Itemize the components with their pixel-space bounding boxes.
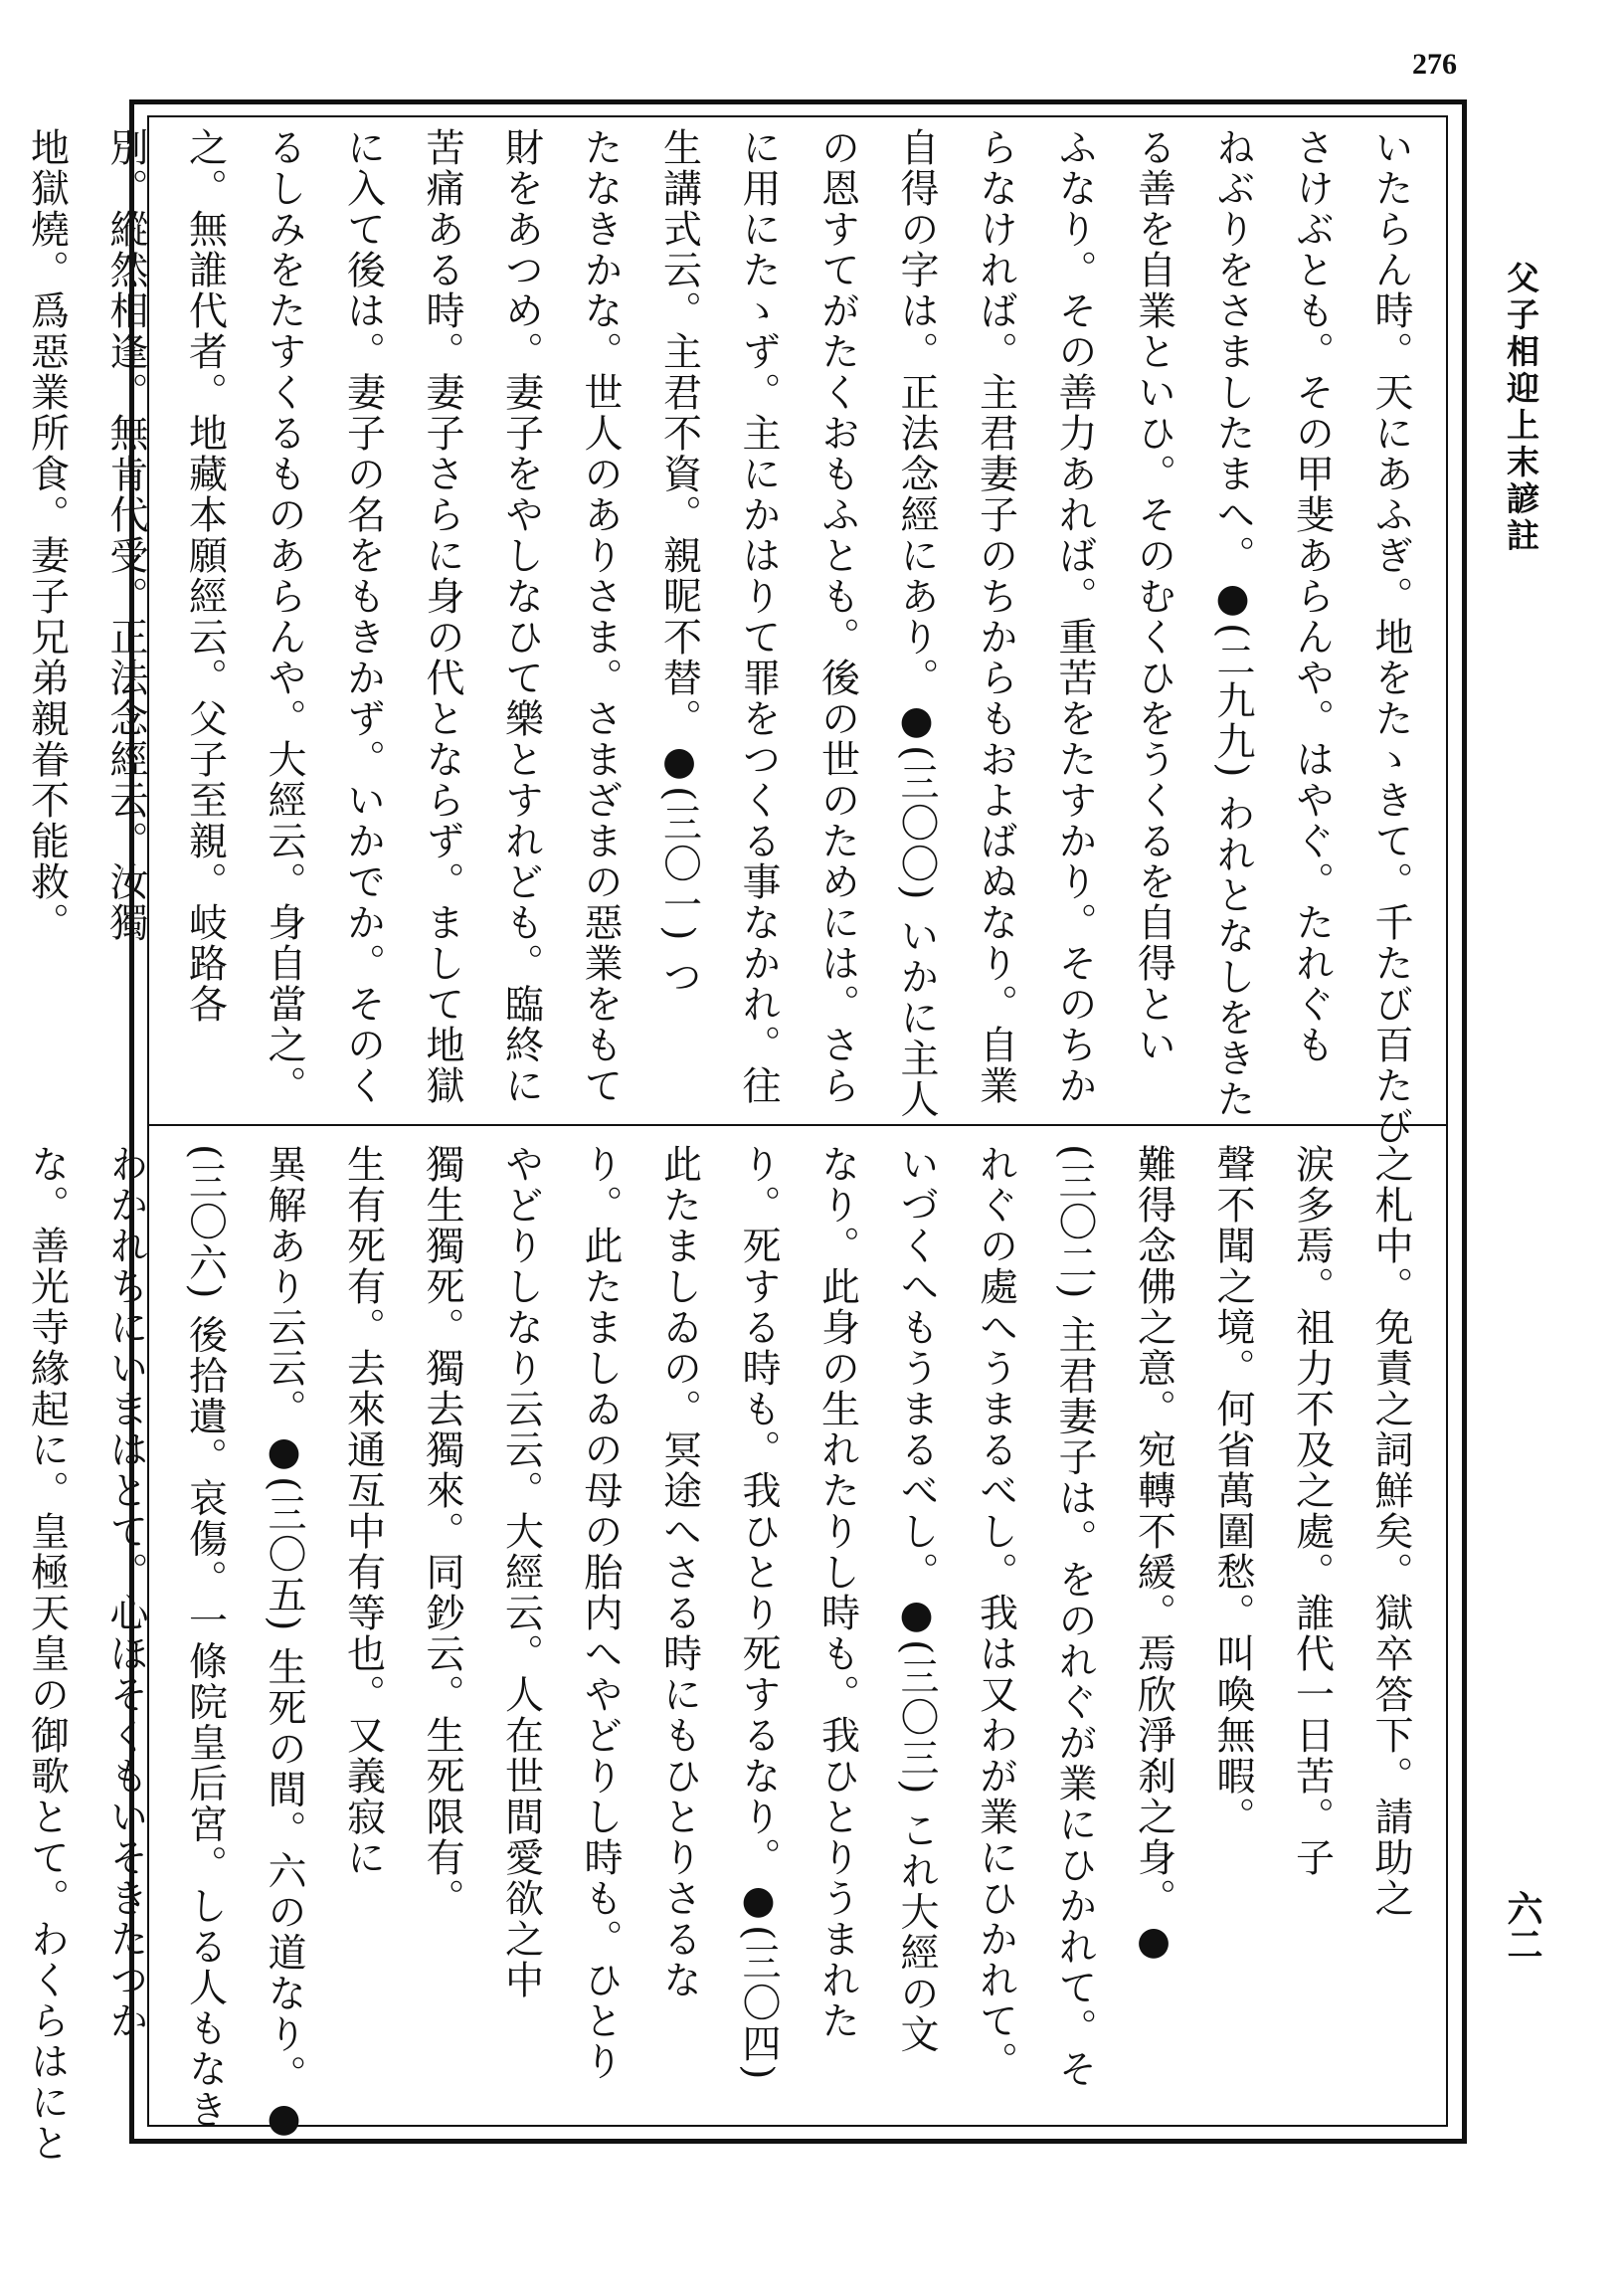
text-column: に入て後は。妻子の名をもきかず。いかでか。そのく: [340, 127, 386, 1106]
text-column: 涙多焉。祖力不及之處。誰代一日苦。子: [1289, 1144, 1335, 1878]
text-column: なり。此身の生れたりし時も。我ひとりうまれた: [814, 1144, 860, 2041]
text-column: 財をあつめ。妻子をやしなひて樂とすれども。臨終に: [498, 127, 544, 1106]
text-column: いたらん時。天にあふぎ。地をたゝきて。千たび百たび: [1368, 127, 1413, 1147]
text-column: やどりしなり云云。大經云。人在世間愛欲之中: [498, 1144, 544, 2000]
section-divider: [147, 1124, 1448, 1126]
text-column: るしみをたすくるものあらんや。大經云。身自當之。: [262, 127, 306, 1106]
text-column: れぐの處へうまるべし。我は又わが業にひかれて。: [973, 1144, 1018, 2082]
text-column: (三〇二) 主君妻子は。をのれぐが業にひかれて。そ: [1052, 1144, 1097, 2090]
text-column: 聲不聞之境。何省萬圍愁。叫喚無暇。: [1210, 1144, 1255, 1837]
text-column: 此たましゐの。冥途へさる時にもひとりさるな: [656, 1144, 702, 2000]
text-column: な。善光寺緣起に。皇極天皇の御歌とて。わくらはにと: [24, 1144, 70, 2164]
text-column: 之。無誰代者。地藏本願經云。父子至親。岐路各: [182, 127, 228, 1025]
text-column: (三〇六) 後拾遺。哀傷。一條院皇后宮。しる人もなき: [182, 1144, 228, 2131]
text-column: 生講式云。主君不資。親昵不替。●(三〇一) つ: [656, 127, 702, 998]
text-column: らなければ。主君妻子のちからもおよばぬなり。自業: [973, 127, 1018, 1106]
text-column: たなきかな。世人のありさま。さまざまの惡業をもて: [578, 127, 623, 1106]
text-column: [0, 1144, 7, 2114]
upper-text-block: [24, 127, 1430, 1147]
text-column: る善を自業といひ。そのむくひをうくるを自得とい: [1131, 127, 1176, 1065]
page-number: 276: [1412, 48, 1457, 81]
text-column: 異解あり云云。●(三〇五) 生死の間。六の道なり。●: [262, 1144, 306, 2143]
text-column: ふなり。その善力あれば。重苦をたすかり。そのちか: [1052, 127, 1097, 1106]
text-column: 別。縱然相逢。無肯代受。正法念經云。汝獨: [103, 127, 148, 943]
folio-number: 六二: [1502, 1890, 1543, 1962]
text-column: り。死する時も。我ひとり死するなり。●(三〇四): [736, 1144, 781, 2082]
text-column: の恩すてがたくおもふとも。後の世のためには。さら: [814, 127, 860, 1106]
text-column: いづくへもうまるべし。●(三〇三) これ大經の文: [894, 1144, 939, 2055]
text-column: わかれちにいまはとて。心ほそくもいそきたつか: [103, 1144, 148, 2041]
text-column: 難得念佛之意。宛轉不緩。焉欣淨刹之身。●: [1131, 1144, 1176, 1966]
text-column: 苦痛ある時。妻子さらに身の代とならず。まして地獄: [420, 127, 464, 1106]
text-column: 自得の字は。正法念經にあり。●(三〇〇) いかに主人: [894, 127, 939, 1120]
running-title: 父子相迎上末諺註: [1502, 261, 1540, 555]
text-column: り。此たましゐの母の胎内へやどりし時も。ひとり: [578, 1144, 623, 2082]
text-column: 地獄燒。爲惡業所食。妻子兄弟親眷不能救。: [24, 127, 70, 943]
text-column: に用にたゝず。主にかはりて罪をつくる事なかれ。往: [736, 127, 781, 1106]
text-column: ねぶりをさましたまへ。●(二九九) われとなしをきた: [1210, 127, 1255, 1120]
text-column: 獨生獨死。獨去獨來。同鈔云。生死限有。: [420, 1144, 464, 1919]
lower-text-block: [24, 1144, 1430, 2164]
text-column: [0, 127, 7, 1107]
text-column: 之札中。免責之詞鮮矣。獄卒答下。請助之: [1368, 1144, 1413, 1919]
text-column: さけぶとも。その甲斐あらんや。はやぐ。たれぐも: [1289, 127, 1335, 1065]
text-column: 生有死有。去來通亙中有等也。又義寂に: [340, 1144, 386, 1878]
